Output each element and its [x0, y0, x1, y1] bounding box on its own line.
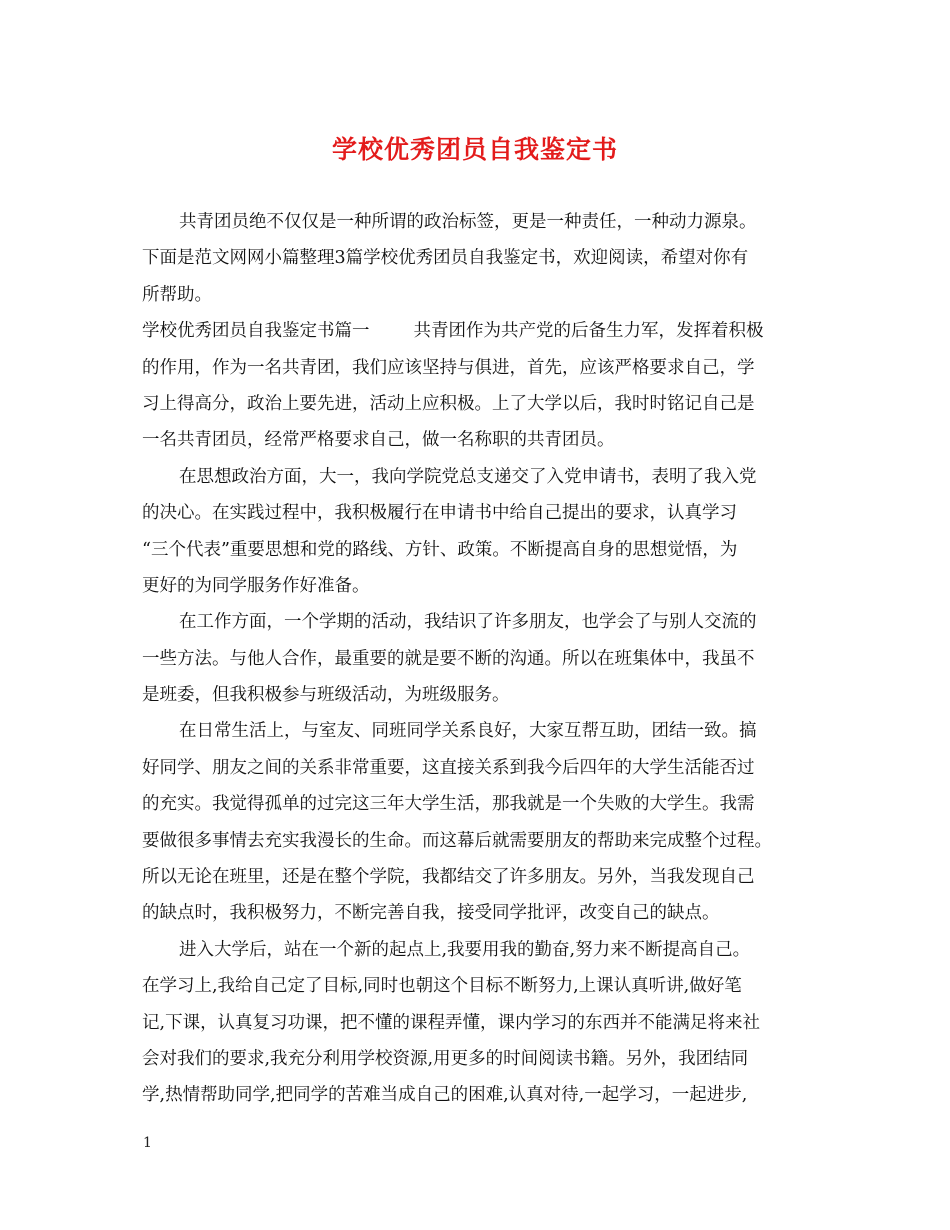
paragraph-line: 的决心。在实践过程中，我积极履行在申请书中给自己提出的要求，认真学习	[142, 503, 737, 524]
paragraph-line: 的作用，作为一名共青团，我们应该坚持与俱进，首先，应该严格要求自己，学	[142, 357, 755, 378]
paragraph-line: 在思想政治方面，大一，我向学院党总支递交了入党申请书，表明了我入党	[179, 466, 757, 487]
paragraph-line: 习上得高分，政治上要先进，活动上应积极。上了大学以后，我时时铭记自己是	[142, 393, 755, 414]
paragraph-line: 所帮助。	[142, 284, 212, 305]
paragraph-line: 在日常生活上，与室友、同班同学关系良好，大家互帮互助，团结一致。搞	[179, 721, 757, 742]
paragraph-line: 是班委，但我积极参与班级活动，为班级服务。	[142, 685, 510, 706]
paragraph-line: 好同学、朋友之间的关系非常重要，这直接关系到我今后四年的大学生活能否过	[142, 757, 755, 778]
section-heading: 学校优秀团员自我鉴定书篇一	[142, 321, 370, 342]
paragraph-line: 在工作方面，一个学期的活动，我结识了许多朋友，也学会了与别人交流的	[179, 612, 757, 633]
paragraph-line: 要做很多事情去充实我漫长的生命。而这幕后就需要朋友的帮助来完成整个过程。	[142, 830, 772, 851]
paragraph-line: 的充实。我觉得孤单的过完这三年大学生活，那我就是一个失败的大学生。我需	[142, 794, 755, 815]
paragraph-line: 记,下课，认真复习功课，把不懂的课程弄懂，课内学习的东西并不能满足将来社	[142, 1012, 761, 1033]
paragraph-line: 在学习上,我给自己定了目标,同时也朝这个目标不断努力,上课认真听讲,做好笔	[142, 976, 742, 997]
document-title: 学校优秀团员自我鉴定书	[331, 135, 618, 164]
paragraph-line: 会对我们的要求,我充分利用学校资源,用更多的时间阅读书籍。另外，我团结同	[142, 1048, 749, 1069]
section-heading-line	[142, 313, 812, 349]
paragraph-line: 共青团员绝不仅仅是一种所谓的政治标签，更是一种责任，一种动力源泉。	[179, 212, 757, 232]
paragraph-line: “三个代表”重要思想和党的路线、方针、政策。不断提高自身的思想觉悟，为	[142, 539, 738, 560]
paragraph-line: 学,热情帮助同学,把同学的苦难当成自己的困难,认真对待,一起学习，一起进步,	[142, 1085, 748, 1106]
paragraph-line: 更好的为同学服务作好准备。	[142, 575, 370, 596]
paragraph-line-text: 共青团作为共产党的后备生力军，发挥着积极	[413, 321, 764, 342]
page-number: 1	[143, 1135, 152, 1151]
paragraph-line: 一名共青团员，经常严格要求自己，做一名称职的共青团员。	[142, 430, 615, 451]
paragraph-line: 一些方法。与他人合作，最重要的就是要不断的沟通。所以在班集体中，我虽不	[142, 648, 755, 669]
paragraph-line: 的缺点时，我积极努力，不断完善自我，接受同学批评，改变自己的缺点。	[142, 903, 720, 924]
document-body	[142, 204, 812, 1114]
paragraph-line: 进入大学后，站在一个新的起点上,我要用我的勤奋,努力来不断提高自己。	[179, 939, 751, 960]
paragraph-line: 下面是范文网网小篇整理3篇学校优秀团员自我鉴定书，欢迎阅读，希望对你有	[142, 248, 749, 269]
paragraph-line: 所以无论在班里，还是在整个学院，我都结交了许多朋友。另外，当我发现自己	[142, 867, 755, 888]
